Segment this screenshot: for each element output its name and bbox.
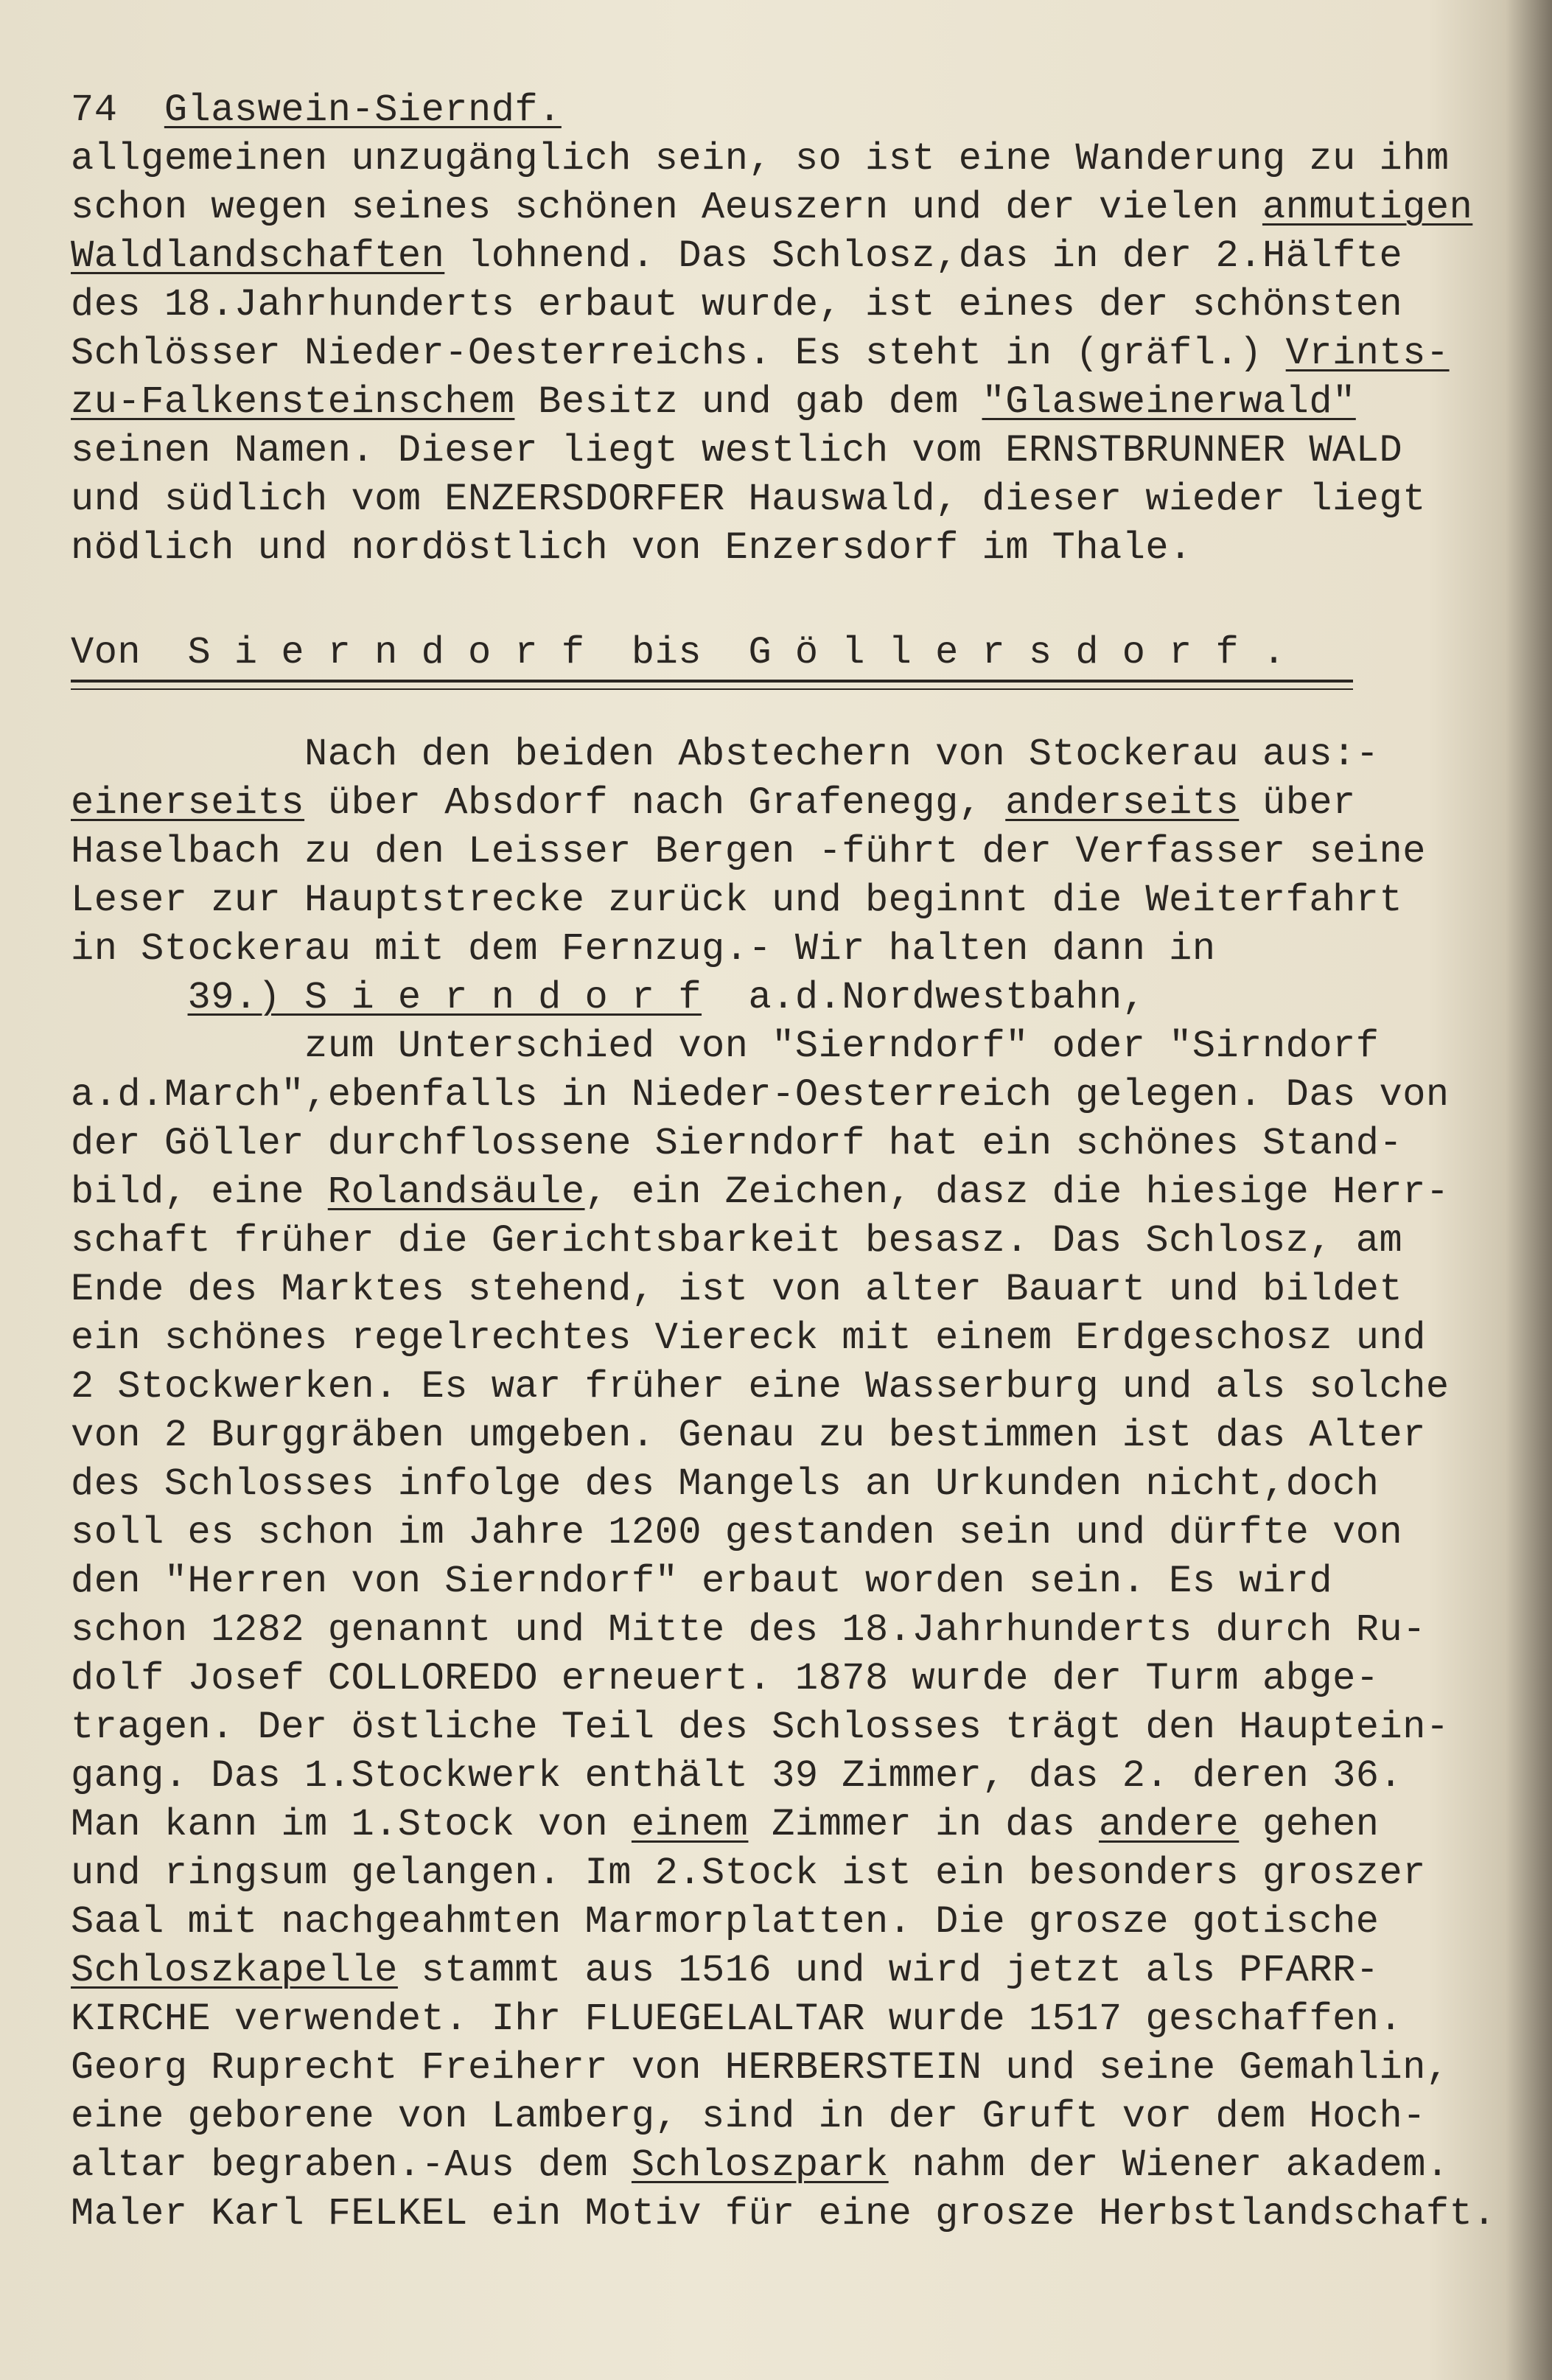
text-line: a.d.March",ebenfalls in Nieder-Oesterreich gelegen. Das von	[71, 1073, 1450, 1117]
text-line: altar begraben.-Aus dem Schloszpark nahm der Wiener akadem.	[71, 2143, 1450, 2187]
text-line: der Göller durchflossene Sierndorf hat ein schönes Stand-	[71, 1122, 1403, 1165]
station-heading: 39.) S i e r n d o r f a.d.Nordwestbahn,	[187, 976, 1146, 1019]
text-line: in Stockerau mit dem Fernzug.- Wir halten dann in	[71, 927, 1216, 971]
text-line: Schlösser Nieder-Oesterreichs. Es steht in (gräfl.) Vrints-	[71, 332, 1450, 375]
text-line: Maler Karl FELKEL ein Motiv für eine grosze Herbstlandschaft.	[71, 2192, 1497, 2236]
text-line: zum Unterschied von "Sierndorf" oder "Sirndorf	[71, 1025, 1380, 1068]
text-line: zu-Falkensteinschem Besitz und gab dem "Glasweinerwald"	[71, 380, 1356, 424]
text-line: eine geborene von Lamberg, sind in der Gruft vor dem Hoch-	[71, 2095, 1426, 2138]
text-line: Leser zur Hauptstrecke zurück und beginnt die Weiterfahrt	[71, 879, 1403, 922]
text-line: Nach den beiden Abstechern von Stockerau aus:-	[71, 733, 1380, 776]
page-header	[71, 88, 562, 133]
text-line: einerseits über Absdorf nach Grafenegg, anderseits über	[71, 781, 1356, 825]
text-line: Georg Ruprecht Freiherr von HERBERSTEIN und seine Gemahlin,	[71, 2046, 1450, 2090]
text-line: den "Herren von Sierndorf" erbaut worden sein. Es wird	[71, 1560, 1333, 1603]
section-heading: Von S i e r n d o r f bis G ö l l e r s d o r f .	[71, 631, 1286, 674]
text-line: tragen. Der östliche Teil des Schlosses trägt den Hauptein-	[71, 1706, 1450, 1749]
text-line: seinen Namen. Dieser liegt westlich vom ERNSTBRUNNER WALD	[71, 429, 1403, 472]
text-line: Man kann im 1.Stock von einem Zimmer in das andere gehen	[71, 1803, 1380, 1846]
text-line: Haselbach zu den Leisser Bergen -führt der Verfasser seine	[71, 830, 1426, 873]
text-line: schaft früher die Gerichtsbarkeit besasz. Das Schlosz, am	[71, 1219, 1403, 1263]
page-number: 74	[71, 88, 118, 132]
text-line: des Schlosses infolge des Mangels an Urkunden nicht,doch	[71, 1462, 1380, 1506]
text-line: Saal mit nachgeahmten Marmorplatten. Die grosze gotische	[71, 1900, 1380, 1944]
text-line: nödlich und nordöstlich von Enzersdorf im Thale.	[71, 526, 1192, 570]
text-line: allgemeinen unzugänglich sein, so ist eine Wanderung zu ihm	[71, 137, 1450, 181]
text-line: gang. Das 1.Stockwerk enthält 39 Zimmer, das 2. deren 36.	[71, 1754, 1403, 1798]
heading-underline-double	[71, 688, 1353, 690]
text-line: 2 Stockwerken. Es war früher eine Wasserburg und als solche	[71, 1365, 1450, 1409]
text-line: und ringsum gelangen. Im 2.Stock ist ein besonders groszer	[71, 1852, 1426, 1895]
text-line: schon wegen seines schönen Aeuszern und der vielen anmutigen	[71, 186, 1473, 229]
text-line: dolf Josef COLLOREDO erneuert. 1878 wurde der Turm abge-	[71, 1657, 1380, 1700]
running-title: Glaswein-Sierndf.	[164, 88, 562, 132]
heading-underline	[71, 680, 1353, 683]
text-line: des 18.Jahrhunderts erbaut wurde, ist eines der schönsten	[71, 283, 1403, 327]
text-line: Ende des Marktes stehend, ist von alter Bauart und bildet	[71, 1268, 1403, 1311]
text-line: schon 1282 genannt und Mitte des 18.Jahrhunderts durch Ru-	[71, 1608, 1426, 1652]
text-line: Waldlandschaften lohnend. Das Schlosz,das in der 2.Hälfte	[71, 234, 1403, 278]
text-line: Schloszkapelle stammt aus 1516 und wird jetzt als PFARR-	[71, 1949, 1380, 1992]
text-line: von 2 Burggräben umgeben. Genau zu bestimmen ist das Alter	[71, 1414, 1426, 1457]
text-line: KIRCHE verwendet. Ihr FLUEGELALTAR wurde 1517 geschaffen.	[71, 1997, 1403, 2041]
text-line: bild, eine Rolandsäule, ein Zeichen, dasz die hiesige Herr-	[71, 1170, 1450, 1214]
text-line: und südlich vom ENZERSDORFER Hauswald, dieser wieder liegt	[71, 478, 1426, 521]
text-line: soll es schon im Jahre 1200 gestanden sein und dürfte von	[71, 1511, 1403, 1554]
text-line: ein schönes regelrechtes Viereck mit einem Erdgeschosz und	[71, 1316, 1426, 1360]
